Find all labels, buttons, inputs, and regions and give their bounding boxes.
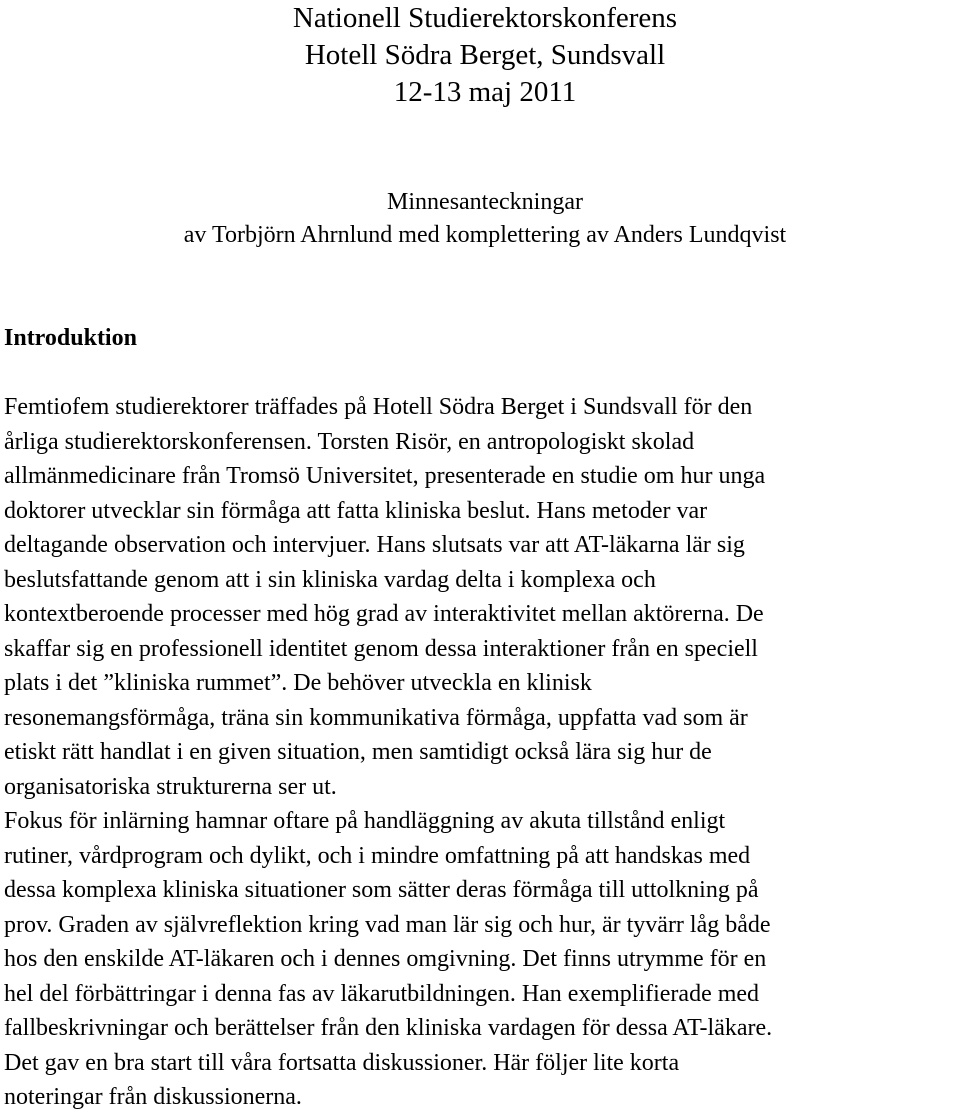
body-line: doktorer utvecklar sin förmåga att fatta kliniska beslut. Hans metoder var bbox=[4, 497, 708, 524]
conference-venue: Hotell Södra Berget, Sundsvall bbox=[304, 39, 666, 71]
body-line: organisatoriska strukturerna ser ut. bbox=[4, 773, 337, 800]
body-line: plats i det ”kliniska rummet”. De behöver utveckla en klinisk bbox=[4, 670, 592, 696]
body-line: Femtiofem studierektorer träffades på Hotell Södra Berget i Sundsvall för den bbox=[4, 394, 753, 420]
document-type: Minnesanteckningar bbox=[387, 189, 583, 215]
body-line: Fokus för inlärning hamnar oftare på handläggning av akuta tillstånd enligt bbox=[4, 808, 726, 834]
conference-title: Nationell Studierektorskonferens bbox=[292, 2, 678, 34]
body-line: hos den enskilde AT-läkaren och i dennes omgivning. Det finns utrymme för en bbox=[4, 946, 767, 972]
document-authors: av Torbjörn Ahrnlund med komplettering av Anders Lundqvist bbox=[183, 222, 787, 248]
section-heading-introduction: Introduktion bbox=[4, 325, 137, 351]
body-line: dessa komplexa kliniska situationer som sätter deras förmåga till uttolkning på bbox=[4, 877, 759, 903]
body-line: prov. Graden av självreflektion kring vad man lär sig och hur, är tyvärr låg både bbox=[4, 911, 771, 938]
body-line: hel del förbättringar i denna fas av läkarutbildningen. Han exemplifierade med bbox=[4, 980, 760, 1007]
conference-date: 12-13 maj 2011 bbox=[393, 76, 577, 108]
body-line: fallbeskrivningar och berättelser från den kliniska vardagen för dessa AT-läkare. bbox=[4, 1015, 773, 1041]
body-line: rutiner, vårdprogram och dylikt, och i mindre omfattning på att handskas med bbox=[4, 842, 751, 869]
body-line: deltagande observation och intervjuer. Hans slutsats var att AT-läkarna lär sig bbox=[4, 532, 745, 558]
introduction-body bbox=[4, 390, 960, 1115]
body-line: Det gav en bra start till våra fortsatta diskussioner. Här följer lite korta bbox=[4, 1049, 680, 1076]
body-line: årliga studierektorskonferensen. Torsten Risör, en antropologiskt skolad bbox=[4, 428, 695, 455]
body-line: beslutsfattande genom att i sin kliniska vardag delta i komplexa och bbox=[4, 566, 656, 593]
document-subtitle-block bbox=[0, 186, 960, 252]
document-title-block bbox=[0, 0, 960, 111]
body-line: etiskt rätt handlat i en given situation, men samtidigt också lära sig hur de bbox=[4, 739, 712, 765]
body-line: kontextberoende processer med hög grad av interaktivitet mellan aktörerna. De bbox=[4, 601, 764, 627]
body-line: allmänmedicinare från Tromsö Universitet, presenterade en studie om hur unga bbox=[4, 463, 766, 489]
body-line: resonemangsförmåga, träna sin kommunikativa förmåga, uppfatta vad som är bbox=[4, 704, 748, 731]
body-line: skaffar sig en professionell identitet genom dessa interaktioner från en speciell bbox=[4, 635, 758, 662]
body-line: noteringar från diskussionerna. bbox=[4, 1084, 302, 1110]
